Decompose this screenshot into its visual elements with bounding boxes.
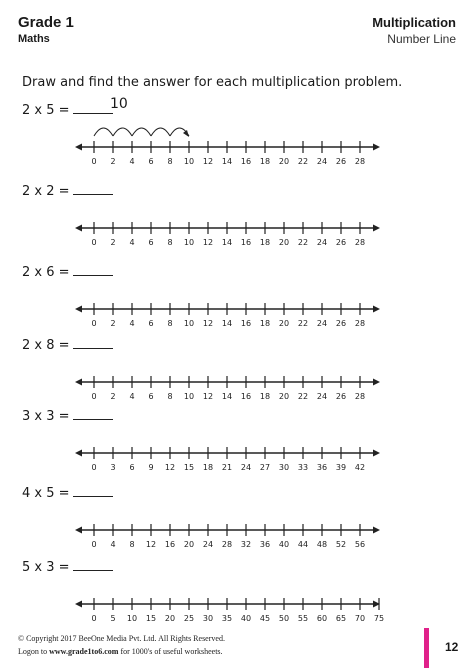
page-color-bar: [424, 628, 429, 668]
tick-label: 28: [354, 157, 366, 166]
tick-label: 36: [316, 463, 328, 472]
tick-label: 28: [354, 238, 366, 247]
tick-label: 35: [221, 614, 233, 623]
tick-label: 14: [221, 319, 233, 328]
arrow-left-icon: [75, 527, 82, 534]
tick-label: 10: [183, 238, 195, 247]
tick-label: 75: [373, 614, 385, 623]
arrow-left-icon: [75, 144, 82, 151]
tick-label: 30: [278, 463, 290, 472]
tick-label: 32: [240, 540, 252, 549]
tick-label: 36: [259, 540, 271, 549]
arrow-left-icon: [75, 450, 82, 457]
tick-label: 22: [297, 319, 309, 328]
tick-label: 25: [183, 614, 195, 623]
tick-label: 0: [91, 319, 97, 328]
tick-label: 52: [335, 540, 347, 549]
logon-suffix: for 1000's of useful worksheets.: [120, 647, 223, 656]
tick-label: 15: [183, 463, 195, 472]
tick-label: 4: [110, 540, 116, 549]
tick-label: 65: [335, 614, 347, 623]
tick-label: 10: [183, 319, 195, 328]
number-line: [0, 181, 474, 251]
problem-1: [0, 96, 474, 170]
arrow-right-icon: [373, 225, 380, 232]
tick-label: 8: [167, 392, 173, 401]
hop-arc: [132, 128, 151, 136]
tick-label: 42: [354, 463, 366, 472]
tick-label: 10: [183, 157, 195, 166]
tick-label: 40: [278, 540, 290, 549]
tick-label: 10: [183, 392, 195, 401]
tick-label: 6: [148, 392, 154, 401]
tick-label: 56: [354, 540, 366, 549]
tick-label: 26: [335, 157, 347, 166]
tick-label: 22: [297, 238, 309, 247]
problem-4: [0, 335, 474, 405]
tick-label: 12: [202, 392, 214, 401]
answer-text: 10: [110, 96, 128, 112]
tick-label: 26: [335, 392, 347, 401]
arrow-right-icon: [373, 450, 380, 457]
tick-label: 28: [221, 540, 233, 549]
tick-label: 22: [297, 157, 309, 166]
tick-label: 2: [110, 238, 116, 247]
problem-5: [0, 406, 474, 476]
tick-label: 21: [221, 463, 233, 472]
arrow-right-icon: [373, 379, 380, 386]
tick-label: 24: [316, 392, 328, 401]
question-text: 2 x 6 =: [22, 265, 70, 280]
hop-arc: [151, 128, 170, 136]
number-line: [0, 100, 474, 170]
number-line: [0, 557, 474, 627]
tick-label: 50: [278, 614, 290, 623]
tick-label: 48: [316, 540, 328, 549]
tick-label: 18: [259, 157, 271, 166]
tick-label: 6: [148, 157, 154, 166]
worksheet-header: [0, 0, 474, 62]
number-line: [0, 406, 474, 476]
tick-label: 20: [164, 614, 176, 623]
tick-label: 8: [129, 540, 135, 549]
tick-label: 15: [145, 614, 157, 623]
number-line: [0, 262, 474, 332]
tick-label: 9: [148, 463, 154, 472]
logon-prefix: Logon to: [18, 647, 48, 656]
tick-label: 12: [164, 463, 176, 472]
arrow-left-icon: [75, 306, 82, 313]
tick-label: 4: [129, 392, 135, 401]
problem-2: [0, 181, 474, 251]
subtopic-label: Number Line: [387, 32, 456, 46]
tick-label: 45: [259, 614, 271, 623]
tick-label: 20: [278, 157, 290, 166]
tick-label: 39: [335, 463, 347, 472]
tick-label: 0: [91, 614, 97, 623]
problem-7: [0, 557, 474, 627]
tick-label: 18: [259, 238, 271, 247]
tick-label: 0: [91, 392, 97, 401]
arrow-right-icon: [373, 527, 380, 534]
question-text: 2 x 8 =: [22, 338, 70, 353]
tick-label: 12: [202, 319, 214, 328]
tick-label: 24: [316, 319, 328, 328]
tick-label: 5: [110, 614, 116, 623]
tick-label: 2: [110, 157, 116, 166]
tick-label: 0: [91, 157, 97, 166]
question-text: 2 x 5 =: [22, 103, 70, 118]
tick-label: 8: [167, 238, 173, 247]
tick-label: 60: [316, 614, 328, 623]
tick-label: 40: [240, 614, 252, 623]
problem-6: [0, 483, 474, 553]
tick-label: 4: [129, 157, 135, 166]
tick-label: 18: [259, 392, 271, 401]
tick-label: 6: [148, 319, 154, 328]
tick-label: 2: [110, 392, 116, 401]
tick-label: 16: [240, 392, 252, 401]
tick-label: 2: [110, 319, 116, 328]
tick-label: 44: [297, 540, 309, 549]
number-line: [0, 483, 474, 553]
tick-label: 24: [202, 540, 214, 549]
tick-label: 8: [167, 157, 173, 166]
question-text: 4 x 5 =: [22, 486, 70, 501]
tick-label: 12: [202, 157, 214, 166]
tick-label: 4: [129, 238, 135, 247]
arrow-left-icon: [75, 225, 82, 232]
hop-arc: [94, 128, 113, 136]
number-line: [0, 335, 474, 405]
tick-label: 4: [129, 319, 135, 328]
arrow-left-icon: [75, 601, 82, 608]
tick-label: 33: [297, 463, 309, 472]
tick-label: 0: [91, 238, 97, 247]
subject-label: Maths: [18, 33, 50, 45]
question-text: 5 x 3 =: [22, 560, 70, 575]
question-text: 3 x 3 =: [22, 409, 70, 424]
copyright-text: © Copyright 2017 BeeOne Media Pvt. Ltd. All Rights Reserved.: [18, 634, 225, 643]
tick-label: 26: [335, 238, 347, 247]
tick-label: 55: [297, 614, 309, 623]
grade-title: Grade 1: [18, 14, 74, 31]
arrow-left-icon: [75, 379, 82, 386]
tick-label: 14: [221, 157, 233, 166]
tick-label: 10: [126, 614, 138, 623]
instructions: Draw and find the answer for each multiplication problem.: [22, 75, 403, 90]
arrow-right-icon: [373, 306, 380, 313]
hop-arrow-icon: [183, 130, 189, 137]
tick-label: 20: [278, 392, 290, 401]
tick-label: 20: [278, 319, 290, 328]
tick-label: 6: [129, 463, 135, 472]
arrow-right-icon: [373, 144, 380, 151]
tick-label: 20: [278, 238, 290, 247]
tick-label: 16: [240, 157, 252, 166]
footer: [18, 632, 225, 658]
tick-label: 14: [221, 392, 233, 401]
tick-label: 27: [259, 463, 271, 472]
tick-label: 26: [335, 319, 347, 328]
tick-label: 30: [202, 614, 214, 623]
tick-label: 24: [316, 157, 328, 166]
site-link[interactable]: www.grade1to6.com: [49, 647, 119, 656]
tick-label: 8: [167, 319, 173, 328]
tick-label: 12: [145, 540, 157, 549]
tick-label: 16: [164, 540, 176, 549]
tick-label: 16: [240, 319, 252, 328]
tick-label: 22: [297, 392, 309, 401]
tick-label: 70: [354, 614, 366, 623]
tick-label: 20: [183, 540, 195, 549]
topic-title: Multiplication: [372, 15, 456, 30]
hop-arc: [113, 128, 132, 136]
logon-line: [18, 645, 225, 658]
tick-label: 24: [240, 463, 252, 472]
tick-label: 0: [91, 540, 97, 549]
tick-label: 18: [259, 319, 271, 328]
tick-label: 3: [110, 463, 116, 472]
tick-label: 18: [202, 463, 214, 472]
tick-label: 24: [316, 238, 328, 247]
tick-label: 28: [354, 392, 366, 401]
tick-label: 6: [148, 238, 154, 247]
tick-label: 28: [354, 319, 366, 328]
question-text: 2 x 2 =: [22, 184, 70, 199]
tick-label: 12: [202, 238, 214, 247]
tick-label: 0: [91, 463, 97, 472]
problem-3: [0, 262, 474, 332]
tick-label: 14: [221, 238, 233, 247]
tick-label: 16: [240, 238, 252, 247]
page-number: 12: [445, 640, 459, 654]
